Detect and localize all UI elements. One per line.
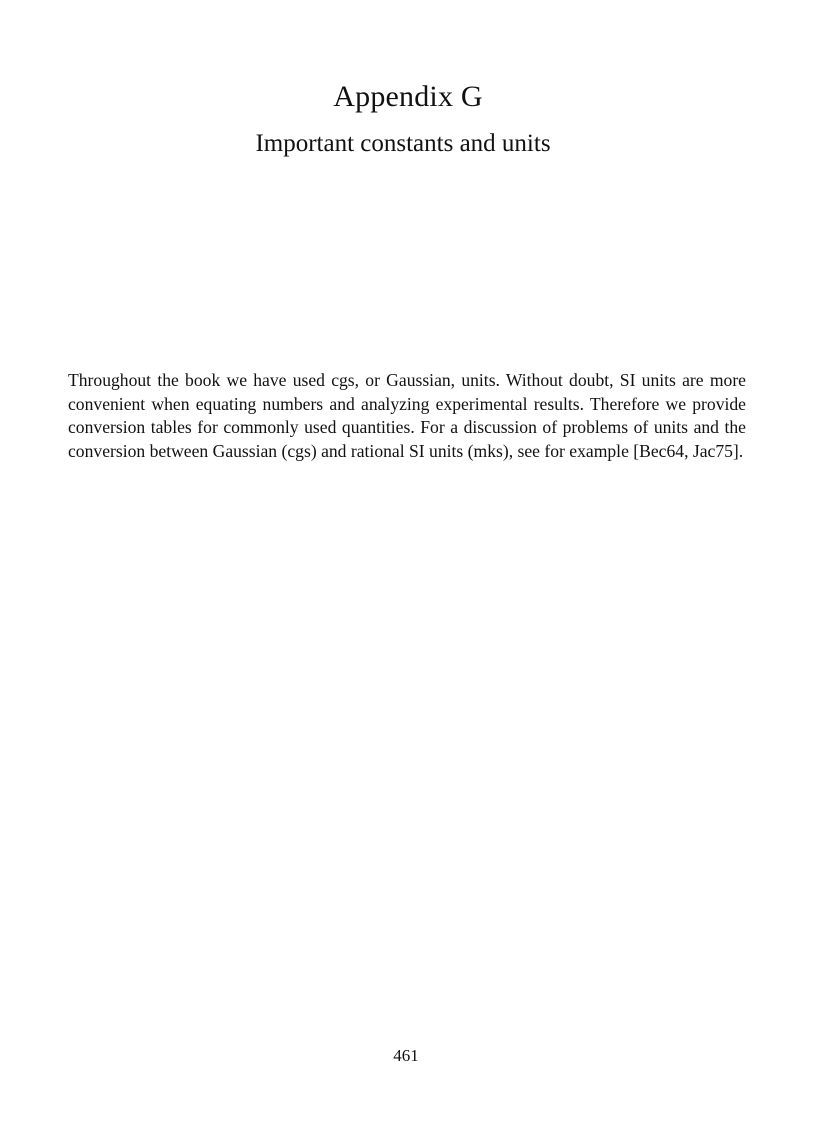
page-number: 461	[393, 1046, 419, 1065]
body-paragraph: Throughout the book we have used cgs, or Gaussian, units. Without doubt, SI units are more convenient when equating numbers and analyzing experimental results. Therefore we provide conversion tables for commonly used quantities. For a discussion of problems of units and the conversion between Gaussian (cgs) and rational SI units (mks), see for example [Bec64, Jac75].	[68, 370, 746, 461]
chapter-title: Important constants and units	[255, 130, 551, 157]
chapter-label: Appendix G	[333, 80, 483, 113]
